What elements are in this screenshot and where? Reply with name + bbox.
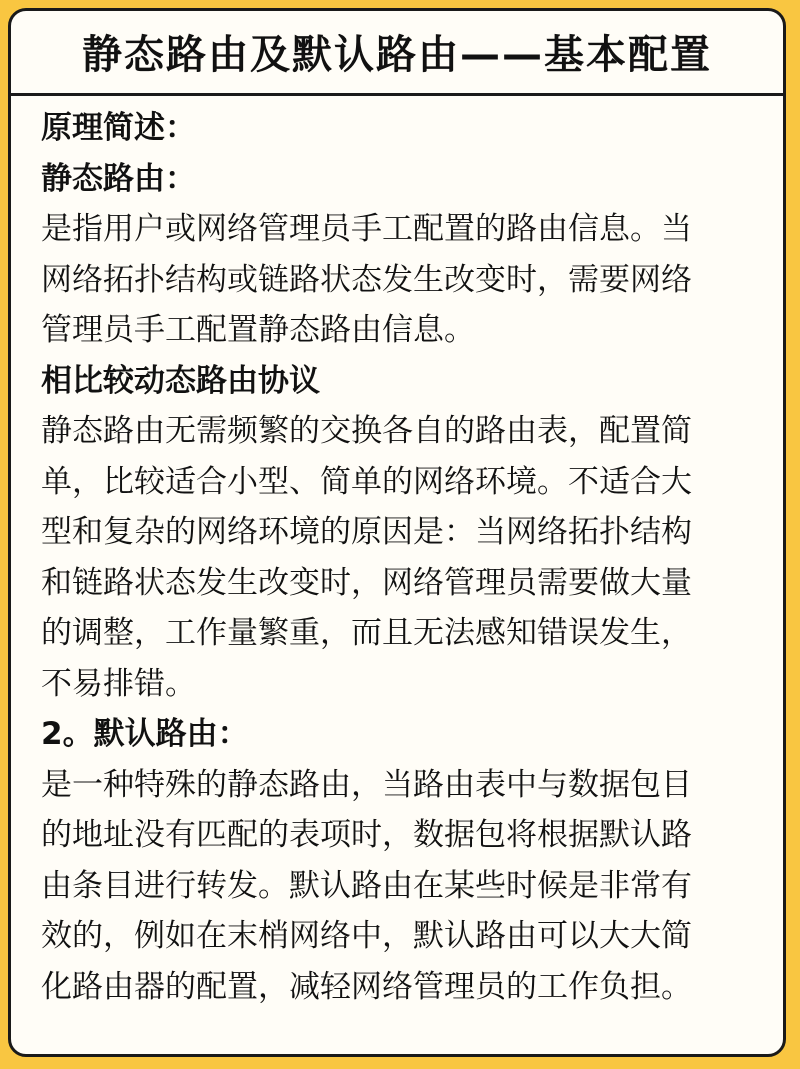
default-route-line: 是一种特殊的静态路由，当路由表中与数据包目 <box>41 766 692 803</box>
article-body <box>41 103 771 1012</box>
default-route-heading: 2。默认路由： <box>41 716 249 752</box>
default-route-line: 效的，例如在末梢网络中，默认路由可以大大简 <box>41 918 692 954</box>
static-definition-line: 是指用户或网络管理员手工配置的路由信息。当 <box>41 211 692 247</box>
comparison-line: 不易排错。 <box>41 665 196 702</box>
comparison-line: 型和复杂的网络环境的原因是：当网络拓扑结构 <box>41 514 692 550</box>
default-route-line: 的地址没有匹配的表项时，数据包将根据默认路 <box>41 817 692 853</box>
default-route-line: 由条目进行转发。默认路由在某些时候是非常有 <box>41 867 692 904</box>
comparison-line: 和链路状态发生改变时，网络管理员需要做大量 <box>41 564 692 601</box>
content-card <box>8 8 786 1057</box>
page-title: 静态路由及默认路由——基本配置 <box>82 32 712 78</box>
comparison-line: 单，比较适合小型、简单的网络环境。不适合大 <box>41 463 692 500</box>
comparison-heading: 相比较动态路由协议 <box>41 362 320 399</box>
title-divider <box>11 93 783 96</box>
principle-heading: 原理简述： <box>41 110 196 146</box>
static-definition-line: 网络拓扑结构或链路状态发生改变时，需要网络 <box>41 261 692 298</box>
comparison-line: 的调整，工作量繁重，而且无法感知错误发生， <box>41 615 692 651</box>
default-route-line: 化路由器的配置，减轻网络管理员的工作负担。 <box>41 968 692 1005</box>
comparison-line: 静态路由无需频繁的交换各自的路由表，配置简 <box>41 413 692 449</box>
static-route-heading: 静态路由： <box>41 160 196 197</box>
static-definition-line: 管理员手工配置静态路由信息。 <box>41 312 475 348</box>
